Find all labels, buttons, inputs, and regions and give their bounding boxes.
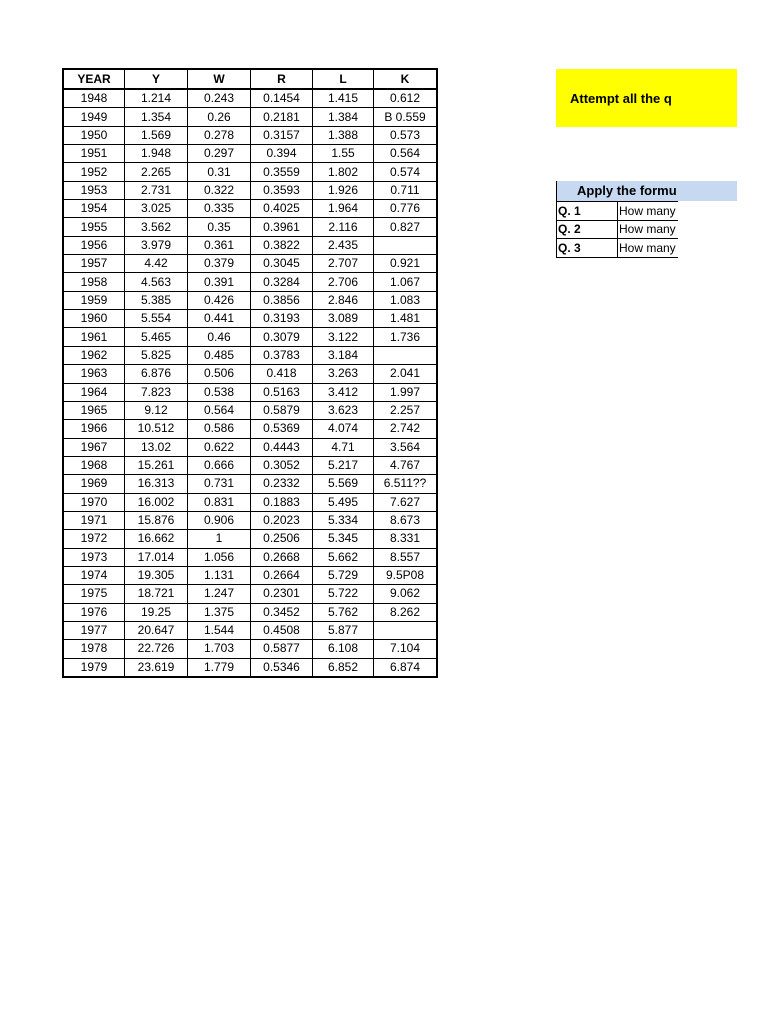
cell-l[interactable]: 5.662 [313, 548, 374, 566]
cell-year[interactable]: 1975 [63, 585, 125, 603]
cell-l[interactable]: 5.334 [313, 511, 374, 529]
cell-r[interactable]: 0.4443 [251, 438, 313, 456]
cell-k[interactable]: 1.067 [374, 273, 438, 291]
table-row [63, 163, 437, 181]
cell-k[interactable]: 1.481 [374, 310, 438, 328]
question-number[interactable]: Q. 1 [557, 202, 618, 221]
cell-w[interactable]: 0.243 [188, 89, 251, 108]
cell-w[interactable]: 0.906 [188, 511, 251, 529]
cell-r[interactable]: 0.3045 [251, 255, 313, 273]
cell-w[interactable]: 1.247 [188, 585, 251, 603]
cell-w[interactable]: 0.278 [188, 126, 251, 144]
cell-r[interactable]: 0.3052 [251, 456, 313, 474]
table-row [63, 236, 437, 254]
cell-w[interactable]: 1.703 [188, 640, 251, 658]
table-row [63, 145, 437, 163]
cell-year[interactable]: 1948 [63, 89, 125, 108]
column-header-y[interactable]: Y [125, 69, 188, 89]
cell-l[interactable]: 4.71 [313, 438, 374, 456]
table-row [63, 548, 437, 566]
cell-year[interactable]: 1969 [63, 475, 125, 493]
questions-table [556, 201, 678, 258]
instruction-text: Attempt all the q [570, 90, 672, 106]
cell-l[interactable]: 5.217 [313, 456, 374, 474]
cell-k[interactable]: 0.573 [374, 126, 438, 144]
table-row [63, 200, 437, 218]
column-header-l[interactable]: L [313, 69, 374, 89]
cell-y[interactable]: 22.726 [125, 640, 188, 658]
cell-y[interactable]: 6.876 [125, 365, 188, 383]
cell-l[interactable]: 5.569 [313, 475, 374, 493]
cell-k[interactable]: 1.997 [374, 383, 438, 401]
cell-l[interactable]: 2.435 [313, 236, 374, 254]
cell-y[interactable]: 2.731 [125, 181, 188, 199]
cell-year[interactable]: 1976 [63, 603, 125, 621]
cell-y[interactable]: 10.512 [125, 420, 188, 438]
cell-k[interactable]: 7.627 [374, 493, 438, 511]
cell-y[interactable]: 1.948 [125, 145, 188, 163]
cell-r[interactable]: 0.1454 [251, 89, 313, 108]
cell-w[interactable]: 0.35 [188, 218, 251, 236]
table-header-row [63, 69, 437, 89]
cell-w[interactable]: 0.297 [188, 145, 251, 163]
cell-w[interactable]: 0.506 [188, 365, 251, 383]
cell-k[interactable]: 0.776 [374, 200, 438, 218]
cell-l[interactable]: 2.706 [313, 273, 374, 291]
cell-k[interactable]: B 0.559 [374, 108, 438, 126]
cell-y[interactable]: 23.619 [125, 658, 188, 677]
cell-l[interactable]: 1.415 [313, 89, 374, 108]
cell-year[interactable]: 1952 [63, 163, 125, 181]
cell-year[interactable]: 1962 [63, 346, 125, 364]
cell-year[interactable]: 1965 [63, 401, 125, 419]
table-row [63, 383, 437, 401]
cell-k[interactable]: 9.5P08 [374, 566, 438, 584]
table-row [63, 255, 437, 273]
cell-y[interactable]: 1.569 [125, 126, 188, 144]
cell-l[interactable]: 1.388 [313, 126, 374, 144]
cell-y[interactable]: 17.014 [125, 548, 188, 566]
cell-k[interactable]: 0.574 [374, 163, 438, 181]
cell-r[interactable]: 0.394 [251, 145, 313, 163]
cell-year[interactable]: 1958 [63, 273, 125, 291]
cell-w[interactable]: 0.379 [188, 255, 251, 273]
table-row [63, 401, 437, 419]
cell-year[interactable]: 1963 [63, 365, 125, 383]
cell-w[interactable]: 0.441 [188, 310, 251, 328]
question-number[interactable]: Q. 3 [557, 239, 618, 258]
table-row [63, 493, 437, 511]
cell-r[interactable]: 0.2332 [251, 475, 313, 493]
cell-k[interactable]: 8.673 [374, 511, 438, 529]
cell-w[interactable]: 0.538 [188, 383, 251, 401]
cell-k[interactable] [374, 621, 438, 639]
cell-year[interactable]: 1954 [63, 200, 125, 218]
cell-year[interactable]: 1951 [63, 145, 125, 163]
table-row [63, 218, 437, 236]
cell-l[interactable]: 1.964 [313, 200, 374, 218]
cell-k[interactable]: 7.104 [374, 640, 438, 658]
cell-year[interactable]: 1960 [63, 310, 125, 328]
cell-y[interactable]: 1.214 [125, 89, 188, 108]
table-body [63, 89, 437, 677]
table-row [63, 566, 437, 584]
cell-year[interactable]: 1970 [63, 493, 125, 511]
cell-r[interactable]: 0.2181 [251, 108, 313, 126]
table-row [63, 438, 437, 456]
cell-l[interactable]: 1.55 [313, 145, 374, 163]
cell-w[interactable]: 1.131 [188, 566, 251, 584]
questions-body [557, 202, 679, 258]
cell-k[interactable]: 2.041 [374, 365, 438, 383]
question-text[interactable]: How many [618, 220, 679, 239]
cell-l[interactable]: 2.116 [313, 218, 374, 236]
table-row [63, 475, 437, 493]
formula-header-cell[interactable] [556, 181, 737, 201]
cell-r[interactable]: 0.1883 [251, 493, 313, 511]
cell-w[interactable]: 0.426 [188, 291, 251, 309]
cell-r[interactable]: 0.5163 [251, 383, 313, 401]
cell-r[interactable]: 0.3593 [251, 181, 313, 199]
cell-r[interactable]: 0.4508 [251, 621, 313, 639]
cell-w[interactable]: 1 [188, 530, 251, 548]
question-row [557, 239, 679, 258]
cell-k[interactable] [374, 346, 438, 364]
table-row [63, 346, 437, 364]
cell-l[interactable]: 3.412 [313, 383, 374, 401]
cell-r[interactable]: 0.3193 [251, 310, 313, 328]
table-row [63, 89, 437, 108]
cell-y[interactable]: 18.721 [125, 585, 188, 603]
table-row [63, 456, 437, 474]
cell-w[interactable]: 0.391 [188, 273, 251, 291]
cell-k[interactable]: 6.874 [374, 658, 438, 677]
cell-k[interactable]: 0.564 [374, 145, 438, 163]
cell-w[interactable]: 0.831 [188, 493, 251, 511]
cell-k[interactable]: 2.257 [374, 401, 438, 419]
cell-year[interactable]: 1961 [63, 328, 125, 346]
cell-r[interactable]: 0.3559 [251, 163, 313, 181]
table-row [63, 365, 437, 383]
cell-y[interactable]: 3.562 [125, 218, 188, 236]
cell-r[interactable]: 0.3452 [251, 603, 313, 621]
table-row [63, 420, 437, 438]
table-row [63, 585, 437, 603]
cell-k[interactable]: 8.262 [374, 603, 438, 621]
cell-r[interactable]: 0.3822 [251, 236, 313, 254]
cell-y[interactable]: 20.647 [125, 621, 188, 639]
cell-r[interactable]: 0.3157 [251, 126, 313, 144]
cell-r[interactable]: 0.5879 [251, 401, 313, 419]
cell-k[interactable]: 6.511?? [374, 475, 438, 493]
cell-y[interactable]: 15.261 [125, 456, 188, 474]
cell-w[interactable]: 1.056 [188, 548, 251, 566]
cell-r[interactable]: 0.4025 [251, 200, 313, 218]
cell-year[interactable]: 1949 [63, 108, 125, 126]
cell-year[interactable]: 1977 [63, 621, 125, 639]
cell-r[interactable]: 0.3783 [251, 346, 313, 364]
cell-l[interactable]: 2.846 [313, 291, 374, 309]
question-text[interactable]: How many [618, 202, 679, 221]
cell-w[interactable]: 0.31 [188, 163, 251, 181]
cell-y[interactable]: 16.002 [125, 493, 188, 511]
cell-l[interactable]: 5.345 [313, 530, 374, 548]
cell-w[interactable]: 0.26 [188, 108, 251, 126]
table-row [63, 291, 437, 309]
cell-w[interactable]: 0.564 [188, 401, 251, 419]
cell-year[interactable]: 1950 [63, 126, 125, 144]
cell-l[interactable]: 3.089 [313, 310, 374, 328]
cell-r[interactable]: 0.5346 [251, 658, 313, 677]
cell-k[interactable]: 1.736 [374, 328, 438, 346]
cell-y[interactable]: 15.876 [125, 511, 188, 529]
table-row [63, 273, 437, 291]
cell-year[interactable]: 1953 [63, 181, 125, 199]
cell-l[interactable]: 5.495 [313, 493, 374, 511]
cell-y[interactable]: 3.979 [125, 236, 188, 254]
cell-l[interactable]: 6.108 [313, 640, 374, 658]
cell-year[interactable]: 1973 [63, 548, 125, 566]
cell-w[interactable]: 0.622 [188, 438, 251, 456]
cell-year[interactable]: 1956 [63, 236, 125, 254]
cell-w[interactable]: 0.586 [188, 420, 251, 438]
cell-r[interactable]: 0.2023 [251, 511, 313, 529]
cell-w[interactable]: 0.335 [188, 200, 251, 218]
cell-y[interactable]: 5.465 [125, 328, 188, 346]
cell-w[interactable]: 0.666 [188, 456, 251, 474]
table-row [63, 328, 437, 346]
cell-y[interactable]: 3.025 [125, 200, 188, 218]
table-row [63, 530, 437, 548]
cell-y[interactable]: 16.662 [125, 530, 188, 548]
column-header-year[interactable]: YEAR [63, 69, 125, 89]
cell-year[interactable]: 1968 [63, 456, 125, 474]
cell-r[interactable]: 0.2664 [251, 566, 313, 584]
cell-w[interactable]: 0.731 [188, 475, 251, 493]
cell-y[interactable]: 19.305 [125, 566, 188, 584]
question-row [557, 202, 679, 221]
cell-y[interactable]: 5.385 [125, 291, 188, 309]
cell-r[interactable]: 0.3856 [251, 291, 313, 309]
cell-l[interactable]: 3.263 [313, 365, 374, 383]
cell-w[interactable]: 0.322 [188, 181, 251, 199]
cell-l[interactable]: 3.184 [313, 346, 374, 364]
cell-k[interactable] [374, 236, 438, 254]
cell-l[interactable]: 5.729 [313, 566, 374, 584]
table-row [63, 126, 437, 144]
cell-l[interactable]: 5.877 [313, 621, 374, 639]
cell-year[interactable]: 1959 [63, 291, 125, 309]
cell-y[interactable]: 13.02 [125, 438, 188, 456]
cell-year[interactable]: 1978 [63, 640, 125, 658]
cell-k[interactable]: 8.557 [374, 548, 438, 566]
cell-year[interactable]: 1967 [63, 438, 125, 456]
cell-k[interactable]: 8.331 [374, 530, 438, 548]
cell-k[interactable]: 1.083 [374, 291, 438, 309]
table-row [63, 621, 437, 639]
cell-r[interactable]: 0.5877 [251, 640, 313, 658]
cell-w[interactable]: 1.375 [188, 603, 251, 621]
cell-k[interactable]: 3.564 [374, 438, 438, 456]
cell-y[interactable]: 16.313 [125, 475, 188, 493]
cell-l[interactable]: 5.762 [313, 603, 374, 621]
cell-y[interactable]: 5.825 [125, 346, 188, 364]
question-row [557, 220, 679, 239]
cell-year[interactable]: 1966 [63, 420, 125, 438]
cell-w[interactable]: 1.779 [188, 658, 251, 677]
cell-y[interactable]: 1.354 [125, 108, 188, 126]
cell-y[interactable]: 5.554 [125, 310, 188, 328]
cell-l[interactable]: 4.074 [313, 420, 374, 438]
formula-header-text: Apply the formu [577, 183, 677, 198]
cell-y[interactable]: 9.12 [125, 401, 188, 419]
cell-l[interactable]: 6.852 [313, 658, 374, 677]
cell-l[interactable]: 2.707 [313, 255, 374, 273]
cell-l[interactable]: 5.722 [313, 585, 374, 603]
column-header-w[interactable]: W [188, 69, 251, 89]
cell-l[interactable]: 3.623 [313, 401, 374, 419]
cell-k[interactable]: 9.062 [374, 585, 438, 603]
cell-k[interactable]: 0.711 [374, 181, 438, 199]
column-header-k[interactable]: K [374, 69, 438, 89]
table-row [63, 603, 437, 621]
cell-k[interactable]: 4.767 [374, 456, 438, 474]
cell-r[interactable]: 0.5369 [251, 420, 313, 438]
cell-year[interactable]: 1964 [63, 383, 125, 401]
cell-r[interactable]: 0.2506 [251, 530, 313, 548]
cell-l[interactable]: 1.384 [313, 108, 374, 126]
cell-r[interactable]: 0.418 [251, 365, 313, 383]
table-row [63, 511, 437, 529]
cell-w[interactable]: 0.46 [188, 328, 251, 346]
cell-w[interactable]: 0.485 [188, 346, 251, 364]
cell-year[interactable]: 1971 [63, 511, 125, 529]
cell-year[interactable]: 1979 [63, 658, 125, 677]
cell-r[interactable]: 0.2668 [251, 548, 313, 566]
cell-y[interactable]: 2.265 [125, 163, 188, 181]
cell-y[interactable]: 19.25 [125, 603, 188, 621]
cell-l[interactable]: 3.122 [313, 328, 374, 346]
table-row [63, 108, 437, 126]
cell-k[interactable]: 2.742 [374, 420, 438, 438]
cell-k[interactable]: 0.612 [374, 89, 438, 108]
cell-r[interactable]: 0.2301 [251, 585, 313, 603]
cell-w[interactable]: 0.361 [188, 236, 251, 254]
question-number[interactable]: Q. 2 [557, 220, 618, 239]
cell-w[interactable]: 1.544 [188, 621, 251, 639]
instruction-note[interactable] [556, 69, 737, 127]
table-row [63, 181, 437, 199]
cell-year[interactable]: 1955 [63, 218, 125, 236]
table-row [63, 658, 437, 677]
data-table [62, 68, 438, 678]
cell-year[interactable]: 1974 [63, 566, 125, 584]
table-row [63, 310, 437, 328]
cell-r[interactable]: 0.3284 [251, 273, 313, 291]
cell-l[interactable]: 1.926 [313, 181, 374, 199]
column-header-r[interactable]: R [251, 69, 313, 89]
cell-k[interactable]: 0.827 [374, 218, 438, 236]
cell-r[interactable]: 0.3961 [251, 218, 313, 236]
cell-year[interactable]: 1957 [63, 255, 125, 273]
cell-year[interactable]: 1972 [63, 530, 125, 548]
cell-k[interactable]: 0.921 [374, 255, 438, 273]
cell-y[interactable]: 4.42 [125, 255, 188, 273]
cell-y[interactable]: 4.563 [125, 273, 188, 291]
cell-y[interactable]: 7.823 [125, 383, 188, 401]
cell-r[interactable]: 0.3079 [251, 328, 313, 346]
cell-l[interactable]: 1.802 [313, 163, 374, 181]
question-text[interactable]: How many [618, 239, 679, 258]
table-row [63, 640, 437, 658]
